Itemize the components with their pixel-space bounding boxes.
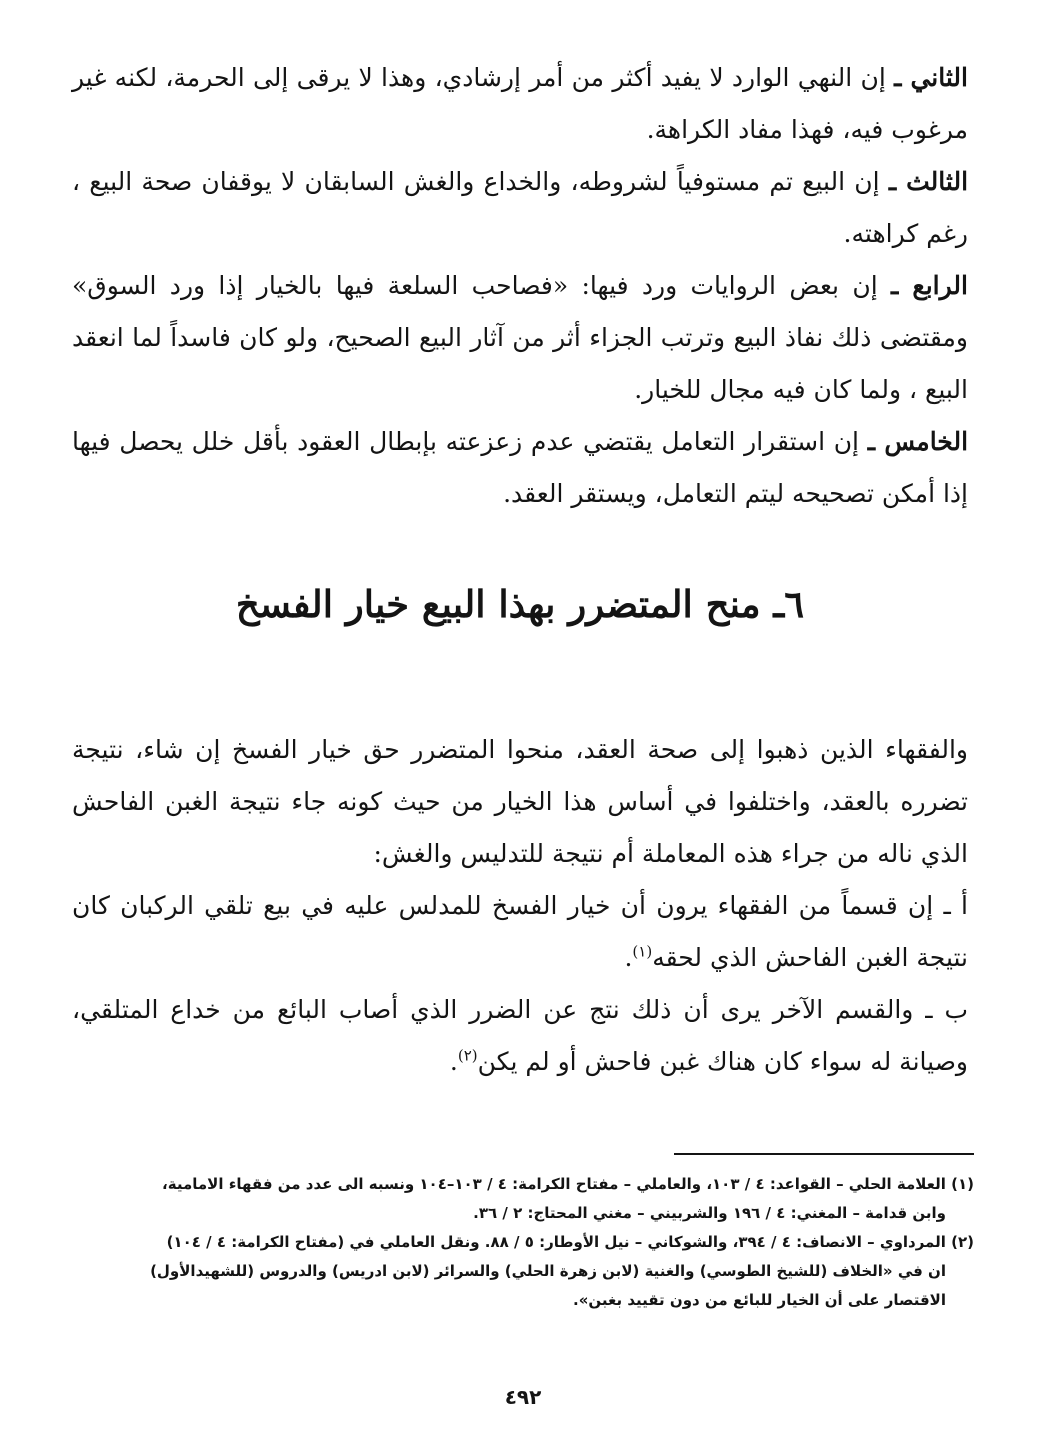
paragraph-lead: الثاني ـ — [894, 63, 968, 92]
footnote-ref[interactable]: (٢) — [457, 1046, 478, 1065]
paragraph-third — [72, 156, 968, 260]
footnote-1-line-1: (١) العلامة الحلي – القواعد: ٤ / ١٠٣، والعاملي – مفتاح الكرامة: ٤ / ١٠٣–١٠٤ ونسبه الى عدد من فقهاء الامامية، — [162, 1175, 974, 1193]
footnote-divider — [674, 1153, 974, 1155]
paragraph-lead: الثالث ـ — [888, 167, 969, 196]
footnote-2-line-1: (٢) المرداوي – الانصاف: ٤ / ٣٩٤، والشوكاني – نيل الأوطار: ٥ / ٨٨. ونقل العاملي في (مفتاح الكرامة: ٤ / ١٠٤) — [166, 1233, 974, 1251]
paragraph-second — [72, 52, 968, 156]
list-item-end: . — [624, 943, 633, 972]
list-item-text: ب ـ والقسم الآخر يرى أن ذلك نتج عن الضرر الذي أصاب البائع من خداع المتلقي، وصيانة له سواء كان هناك غبن فاحش أو لم يكن — [72, 995, 968, 1076]
section-heading: ٦ـ منح المتضرر بهذا البيع خيار الفسخ — [235, 582, 805, 626]
paragraph-text: إن البيع تم مستوفياً لشروطه، والخداع والغش السابقان لا يوقفان صحة البيع ، رغم كراهته. — [72, 167, 968, 248]
list-item-b — [72, 984, 968, 1088]
paragraph-fifth — [72, 416, 968, 520]
footnote-2-line-2: ان في «الخلاف (للشيخ الطوسي) والغنية (لابن زهرة الحلي) والسرائر (لابن ادريس) والدروس (للشهيدالأول) — [150, 1262, 946, 1280]
footnote-2-line-3: الاقتصار على أن الخيار للبائع من دون تقييد بغبن». — [573, 1291, 946, 1309]
list-item-end: . — [449, 1047, 458, 1076]
paragraph-lead: الرابع ـ — [890, 271, 968, 300]
paragraph-text: إن بعض الروايات ورد فيها: «فصاحب السلعة فيها بالخيار إذا ورد السوق» ومقتضى ذلك نفاذ البيع وترتب الجزاء أثر من آثار البيع الصحيح، ولو كان فاسداً لما انعقد البيع ، ولما كان فيه مجال للخيار. — [72, 271, 968, 404]
list-item-a — [72, 880, 968, 984]
paragraph-text: إن استقرار التعامل يقتضي عدم زعزعته بإبطال العقود بأقل خلل يحصل فيها إذا أمكن تصحيحه ليتم التعامل، ويستقر العقد. — [72, 427, 968, 508]
footnote-1-line-2: وابن قدامة – المغني: ٤ / ١٩٦ والشربيني – مغني المحتاج: ٢ / ٣٦. — [473, 1204, 946, 1222]
footnote-ref[interactable]: (١) — [632, 942, 653, 961]
section-intro: والفقهاء الذين ذهبوا إلى صحة العقد، منحوا المتضرر حق خيار الفسخ إن شاء، نتيجة تضرره بالعقد، واختلفوا في أساس هذا الخيار من حيث كونه جاء نتيجة الغبن الفاحش الذي ناله من جراء هذه المعاملة أم نتيجة للتدليس والغش: — [72, 735, 968, 868]
paragraph-lead: الخامس ـ — [867, 427, 969, 456]
list-item-text: أ ـ إن قسماً من الفقهاء يرون أن خيار الفسخ للمدلس عليه في بيع تلقي الركبان كان نتيجة الغبن الفاحش الذي لحقه — [72, 891, 968, 972]
paragraph-text: إن النهي الوارد لا يفيد أكثر من أمر إرشادي، وهذا لا يرقى إلى الحرمة، لكنه غير مرغوب فيه، فهذا مفاد الكراهة. — [72, 63, 968, 144]
footnotes — [78, 1170, 974, 1315]
page-number: ٤٩٢ — [504, 1385, 542, 1409]
paragraph-fourth — [72, 260, 968, 416]
